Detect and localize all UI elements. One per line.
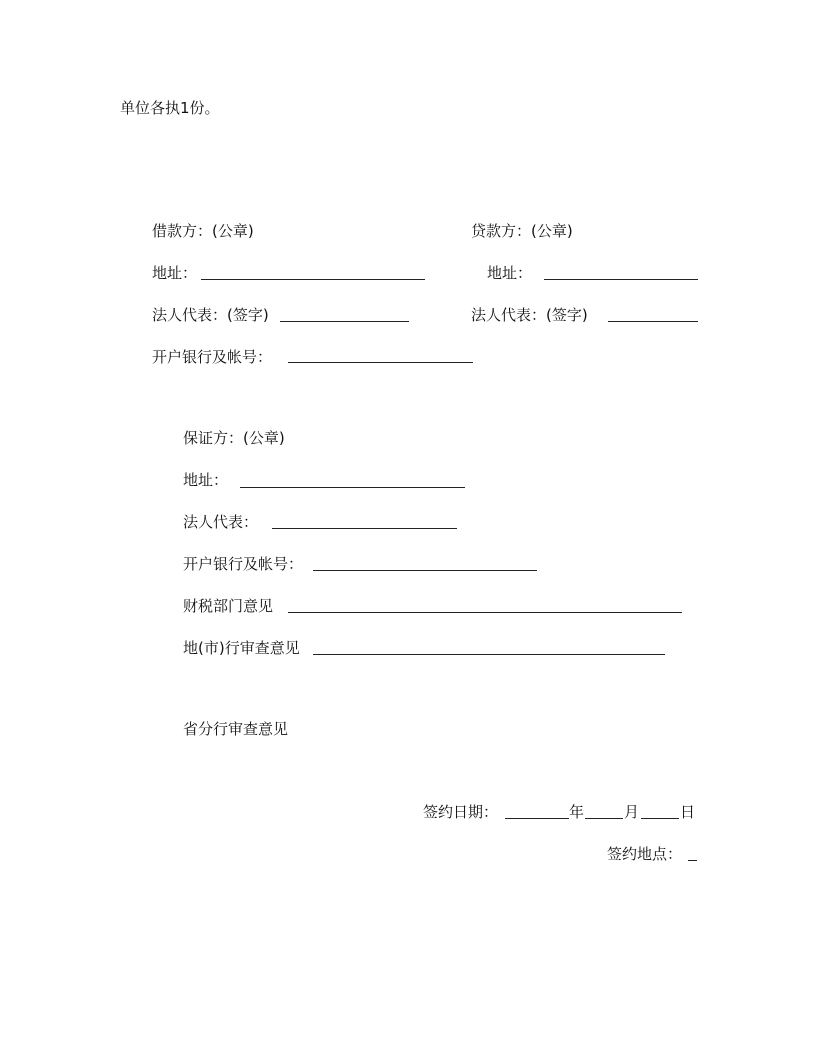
lender-legal-rep-label: 法人代表：(签字) — [471, 306, 588, 324]
guarantor-legal-rep-label: 法人代表： — [183, 513, 259, 531]
signing-date-label: 签约日期： — [423, 803, 499, 821]
borrower-legal-rep-field[interactable] — [280, 321, 409, 322]
borrower-address-field[interactable] — [201, 279, 425, 280]
guarantor-address-field[interactable] — [240, 487, 465, 488]
city-bank-opinion-field[interactable] — [313, 654, 665, 655]
guarantor-legal-rep-field[interactable] — [272, 528, 457, 529]
borrower-bank-field[interactable] — [288, 362, 473, 363]
borrower-bank-label: 开户银行及帐号： — [152, 348, 273, 366]
guarantor-bank-field[interactable] — [313, 570, 537, 571]
signing-month-label: 月 — [624, 803, 640, 821]
guarantor-address-label: 地址： — [183, 471, 229, 489]
guarantor-bank-label: 开户银行及帐号： — [183, 555, 304, 573]
signing-place-field[interactable] — [688, 860, 697, 861]
lender-label: 贷款方：(公章) — [471, 222, 573, 240]
city-bank-opinion-label: 地(市)行审查意见 — [183, 639, 300, 657]
signing-year-label: 年 — [569, 803, 585, 821]
signing-place-label: 签约地点： — [607, 845, 683, 863]
lender-address-field[interactable] — [544, 279, 698, 280]
borrower-label: 借款方：(公章) — [152, 222, 254, 240]
province-opinion-label: 省分行审查意见 — [183, 720, 289, 738]
signing-year-field[interactable] — [505, 818, 569, 819]
guarantor-label: 保证方：(公章) — [183, 429, 285, 447]
lender-address-label: 地址： — [487, 264, 533, 282]
signing-day-label: 日 — [680, 803, 696, 821]
top-note: 单位各执1份。 — [120, 99, 220, 117]
lender-legal-rep-field[interactable] — [608, 321, 698, 322]
finance-opinion-label: 财税部门意见 — [183, 597, 274, 615]
finance-opinion-field[interactable] — [288, 612, 682, 613]
signing-month-field[interactable] — [585, 818, 623, 819]
borrower-legal-rep-label: 法人代表：(签字) — [152, 306, 269, 324]
signing-day-field[interactable] — [641, 818, 679, 819]
borrower-address-label: 地址： — [152, 264, 198, 282]
